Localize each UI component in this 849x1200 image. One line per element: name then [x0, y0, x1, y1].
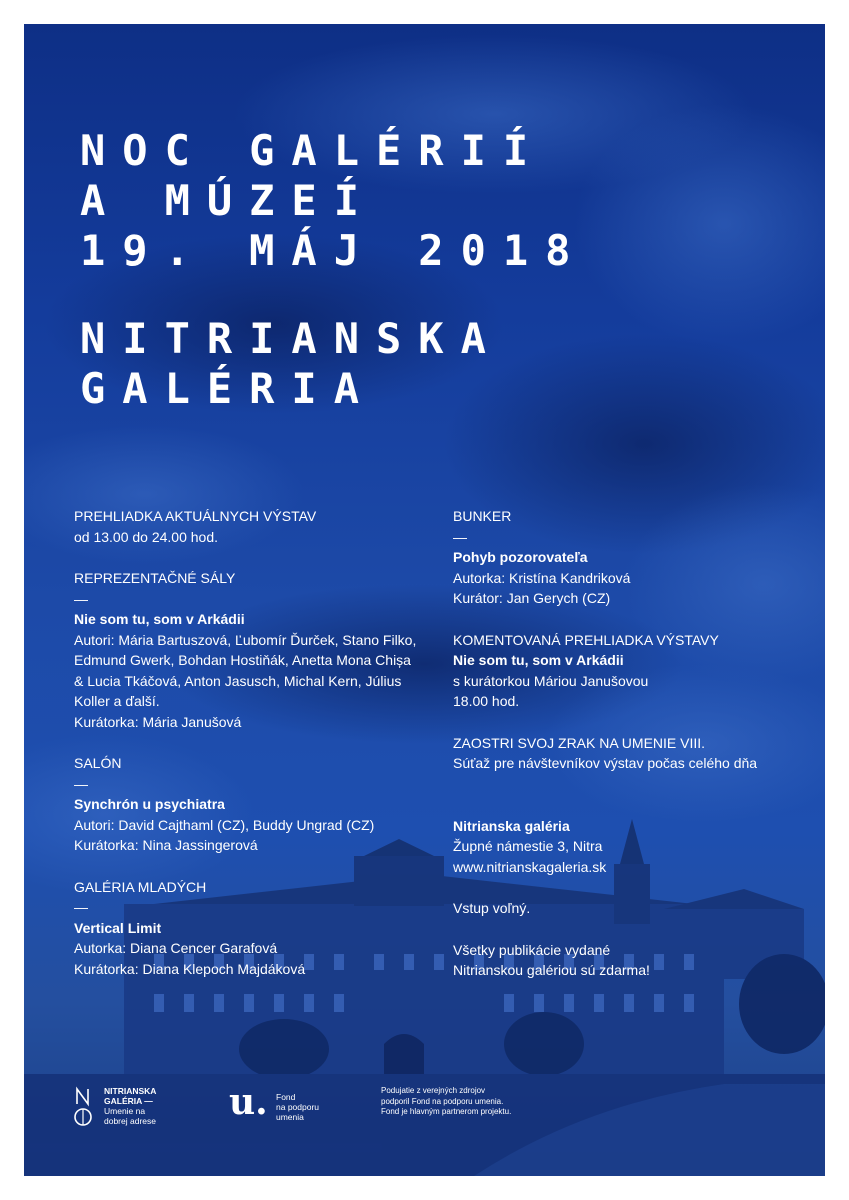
nitrianska-galeria-logo-icon: [74, 1086, 98, 1130]
contact-name: Nitrianska galéria: [453, 817, 570, 834]
rep-authors-4: Koller a ďalší.: [74, 693, 160, 709]
support-note: [381, 1086, 511, 1118]
young-block: [74, 877, 419, 980]
fond-2: na podporu: [276, 1102, 320, 1112]
ng-tag-1: Umenie na: [104, 1106, 146, 1116]
rep-authors-1: Autori: Mária Bartuszová, Ľubomír Ďurček, Stano Filko,: [74, 631, 417, 648]
fpu-logo-text: [276, 1092, 319, 1122]
rep-authors-3: & Lucia Tkáčová, Anton Jasusch, Michal Kern, Július: [74, 672, 402, 689]
right-column: [453, 506, 813, 1002]
rep-curator: Kurátorka: Mária Janušová: [74, 713, 242, 730]
bunker-author: Autorka: Kristína Kandriková: [453, 569, 631, 586]
contact-block: [453, 816, 813, 878]
support-2: podporil Fond na podporu umenia.: [381, 1096, 504, 1106]
fond-3: umenia: [276, 1112, 304, 1122]
ng-name-2: GALÉRIA —: [104, 1096, 153, 1106]
guided-time: 18.00 hod.: [453, 693, 520, 709]
fond-1: Fond: [276, 1092, 296, 1102]
title-line-1: NOC GALÉRIÍ: [80, 126, 546, 175]
publications-line-2: Nitrianskou galériou sú zdarma!: [453, 962, 650, 978]
young-heading: GALÉRIA MLADÝCH: [74, 878, 207, 895]
entry-text: Vstup voľný.: [453, 900, 531, 916]
young-exhibition: Vertical Limit: [74, 919, 162, 936]
title-line-5: GALÉRIA: [80, 364, 377, 413]
contest-block: [453, 733, 813, 774]
title-line-3: 19. MÁJ 2018: [80, 226, 588, 275]
guided-with: s kurátorkou Máriou Janušovou: [453, 672, 649, 689]
salon-block: [74, 753, 419, 856]
rep-authors-2: Edmund Gwerk, Bohdan Hostiňák, Anetta Mona Chișa: [74, 652, 411, 668]
contest-heading: ZAOSTRI SVOJ ZRAK NA UMENIE VIII.: [453, 734, 706, 751]
rep-dash: —: [74, 590, 88, 607]
ng-logo-text: [104, 1086, 156, 1126]
guided-block: [453, 630, 813, 712]
ng-tag-2: dobrej adrese: [104, 1116, 156, 1126]
bunker-block: [453, 506, 813, 609]
title-spacer: [80, 276, 587, 314]
salon-heading: SALÓN: [74, 755, 122, 771]
tour-heading: PREHLIADKA AKTUÁLNYCH VÝSTAV: [74, 508, 317, 524]
poster-title: [80, 126, 587, 414]
title-line-4: NITRIANSKA: [80, 314, 503, 363]
bunker-dash: —: [453, 528, 467, 545]
guided-exhibition: Nie som tu, som v Arkádii: [453, 652, 624, 668]
publications-line-1: Všetky publikácie vydané: [453, 941, 611, 958]
ng-name-1: NITRIANSKA: [104, 1086, 157, 1096]
footer: [24, 1074, 825, 1154]
salon-curator: Kurátorka: Nina Jassingerová: [74, 837, 258, 853]
left-column: [74, 506, 419, 1000]
bunker-exhibition: Pohyb pozorovateľa: [453, 549, 588, 565]
guided-heading: KOMENTOVANÁ PREHLIADKA VÝSTAVY: [453, 631, 719, 648]
contact-address: Župné námestie 3, Nitra: [453, 838, 603, 854]
title-line-2: A MÚZEÍ: [80, 176, 377, 225]
bunker-heading: BUNKER: [453, 508, 512, 524]
contest-text: Súťaž pre návštevníkov výstav počas celého dňa: [453, 755, 758, 771]
contact-web-link[interactable]: www.nitrianskagaleria.sk: [453, 858, 607, 875]
fpu-logo: u.: [229, 1081, 268, 1123]
bunker-curator: Kurátor: Jan Gerych (CZ): [453, 590, 611, 606]
tour-time: od 13.00 do 24.00 hod.: [74, 528, 219, 545]
entry-block: [453, 898, 813, 919]
salon-authors: Autori: David Cajthaml (CZ), Buddy Ungrad (CZ): [74, 816, 375, 833]
young-author: Autorka: Diana Cencer Garafová: [74, 940, 278, 956]
support-1: Podujatie z verejných zdrojov: [381, 1086, 486, 1095]
rep-block: [74, 568, 419, 732]
publications-block: [453, 940, 813, 981]
young-curator: Kurátorka: Diana Klepoch Majdáková: [74, 960, 306, 977]
young-dash: —: [74, 899, 88, 915]
salon-dash: —: [74, 775, 88, 792]
rep-heading: REPREZENTAČNÉ SÁLY: [74, 570, 236, 586]
rep-exhibition: Nie som tu, som v Arkádii: [74, 611, 245, 627]
support-3: Fond je hlavným partnerom projektu.: [381, 1107, 512, 1116]
tour-block: [74, 506, 419, 547]
salon-exhibition: Synchrón u psychiatra: [74, 796, 225, 812]
poster: [24, 24, 825, 1176]
